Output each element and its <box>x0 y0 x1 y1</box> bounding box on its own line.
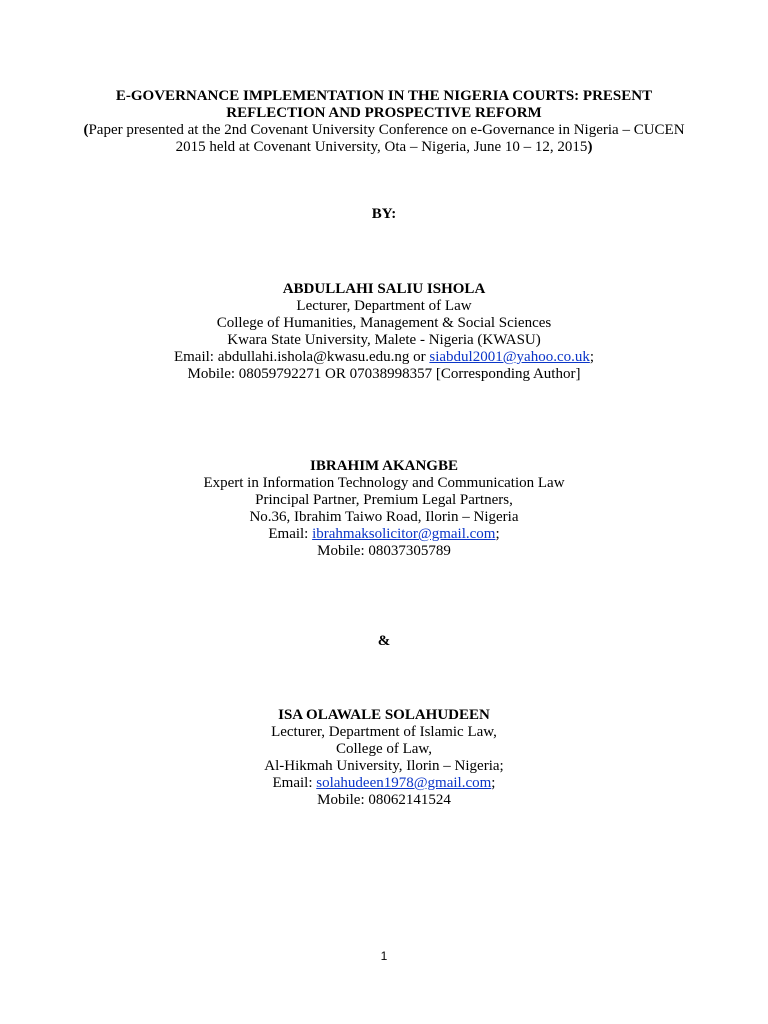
email-prefix: Email: <box>268 526 313 542</box>
author-affiliation-line: No.36, Ibrahim Taiwo Road, Ilorin – Nigeria <box>249 509 519 525</box>
subtitle-close-paren: ) <box>587 139 593 155</box>
author-affiliation-line: Lecturer, Department of Islamic Law, <box>271 724 497 740</box>
paper-title-line-1: E-GOVERNANCE IMPLEMENTATION IN THE NIGERIA COURTS: PRESENT <box>115 88 653 104</box>
paper-title-line-2: REFLECTION AND PROSPECTIVE REFORM <box>226 105 542 121</box>
author-email <box>0 349 768 366</box>
author-affiliation-line: College of Law, <box>335 741 433 757</box>
author-affiliation-line: Lecturer, Department of Law <box>296 298 472 314</box>
subtitle-text-2: 2015 held at Covenant University, Ota – Nigeria, June 10 – 12, 2015 <box>175 139 588 155</box>
by-label: BY: <box>371 206 397 222</box>
author-affiliation-line: Expert in Information Technology and Communication Law <box>203 475 565 491</box>
author-affiliation-line: Kwara State University, Malete - Nigeria (KWASU) <box>227 332 541 348</box>
author-affiliation-line: Principal Partner, Premium Legal Partners, <box>255 492 513 508</box>
author-affiliation-line: Al-Hikmah University, Ilorin – Nigeria; <box>264 758 504 774</box>
paper-subtitle-line-1 <box>0 122 768 139</box>
ampersand-separator: & <box>377 633 391 649</box>
author-mobile: Mobile: 08059792271 OR 07038998357 [Corresponding Author] <box>187 366 581 382</box>
subtitle-open-paren: ( <box>83 122 89 138</box>
paper-subtitle-line-2 <box>0 139 768 156</box>
email-suffix: ; <box>495 526 500 542</box>
author-name: IBRAHIM AKANGBE <box>310 458 458 474</box>
author-name: ABDULLAHI SALIU ISHOLA <box>282 281 486 297</box>
page-number: 1 <box>380 949 388 963</box>
author-mobile: Mobile: 08037305789 <box>317 543 451 559</box>
email-suffix: ; <box>589 349 595 365</box>
email-prefix: Email: <box>272 775 317 791</box>
author-email <box>0 526 768 543</box>
email-link[interactable]: siabdul2001@yahoo.co.uk <box>429 349 590 365</box>
author-name: ISA OLAWALE SOLAHUDEEN <box>278 707 490 723</box>
email-prefix: Email: abdullahi.ishola@kwasu.edu.ng or <box>173 349 430 365</box>
subtitle-text-1: Paper presented at the 2nd Covenant University Conference on e-Governance in Nigeria – CUCEN <box>88 122 685 138</box>
author-email <box>0 775 768 792</box>
email-link[interactable]: solahudeen1978@gmail.com <box>316 775 492 791</box>
email-link[interactable]: ibrahmaksolicitor@gmail.com <box>312 526 496 542</box>
author-affiliation-line: College of Humanities, Management & Social Sciences <box>216 315 552 331</box>
email-suffix: ; <box>491 775 496 791</box>
author-mobile: Mobile: 08062141524 <box>317 792 451 808</box>
